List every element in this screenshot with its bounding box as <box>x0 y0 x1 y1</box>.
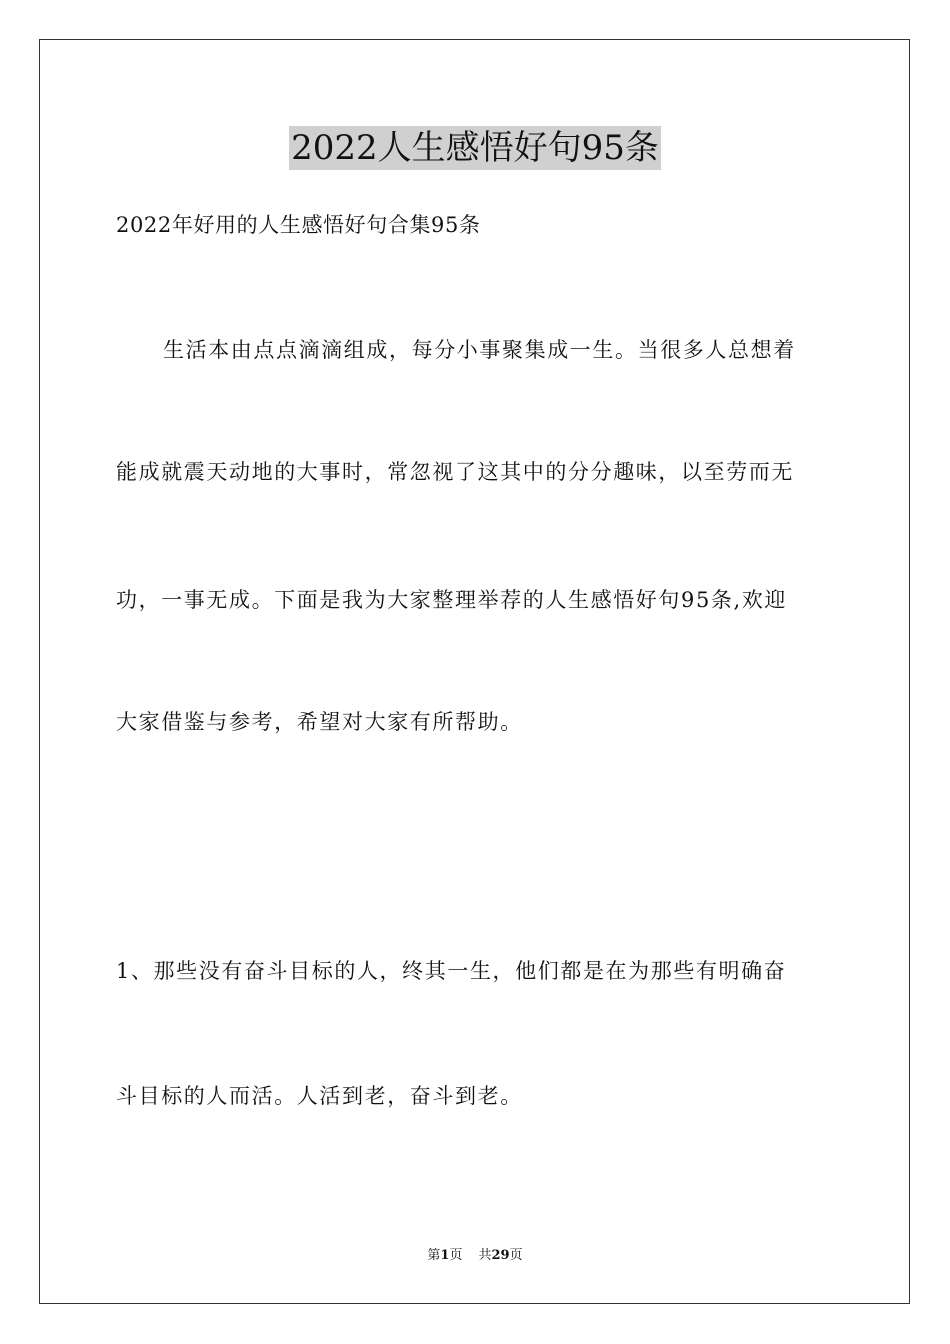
list-item-line: 斗目标的人而活。人活到老，奋斗到老。 <box>116 1084 523 1108</box>
footer-total-prefix: 共 <box>478 1248 492 1263</box>
page-footer <box>0 1246 950 1266</box>
paragraph-line: 功，一事无成。下面是我为大家整理举荐的人生感悟好句95条,欢迎 <box>116 588 787 612</box>
paragraph-line: 大家借鉴与参考，希望对大家有所帮助。 <box>116 710 523 734</box>
footer-page-prefix: 第 <box>427 1248 441 1263</box>
paragraph-line: 生活本由点点滴滴组成，每分小事聚集成一生。当很多人总想着 <box>163 338 796 362</box>
footer-page-total: 29 <box>491 1248 510 1263</box>
footer-page-unit: 页 <box>449 1248 463 1263</box>
document-title: 2022人生感悟好句95条 <box>291 128 659 168</box>
title-container <box>0 126 950 170</box>
document-subtitle: 2022年好用的人生感悟好句合集95条 <box>116 213 481 237</box>
list-item-line: 1、那些没有奋斗目标的人，终其一生，他们都是在为那些有明确奋 <box>116 959 787 983</box>
footer-page-current: 1 <box>440 1248 450 1263</box>
footer-total-unit: 页 <box>509 1248 523 1263</box>
paragraph-line: 能成就震天动地的大事时，常忽视了这其中的分分趣味，以至劳而无 <box>116 460 794 484</box>
